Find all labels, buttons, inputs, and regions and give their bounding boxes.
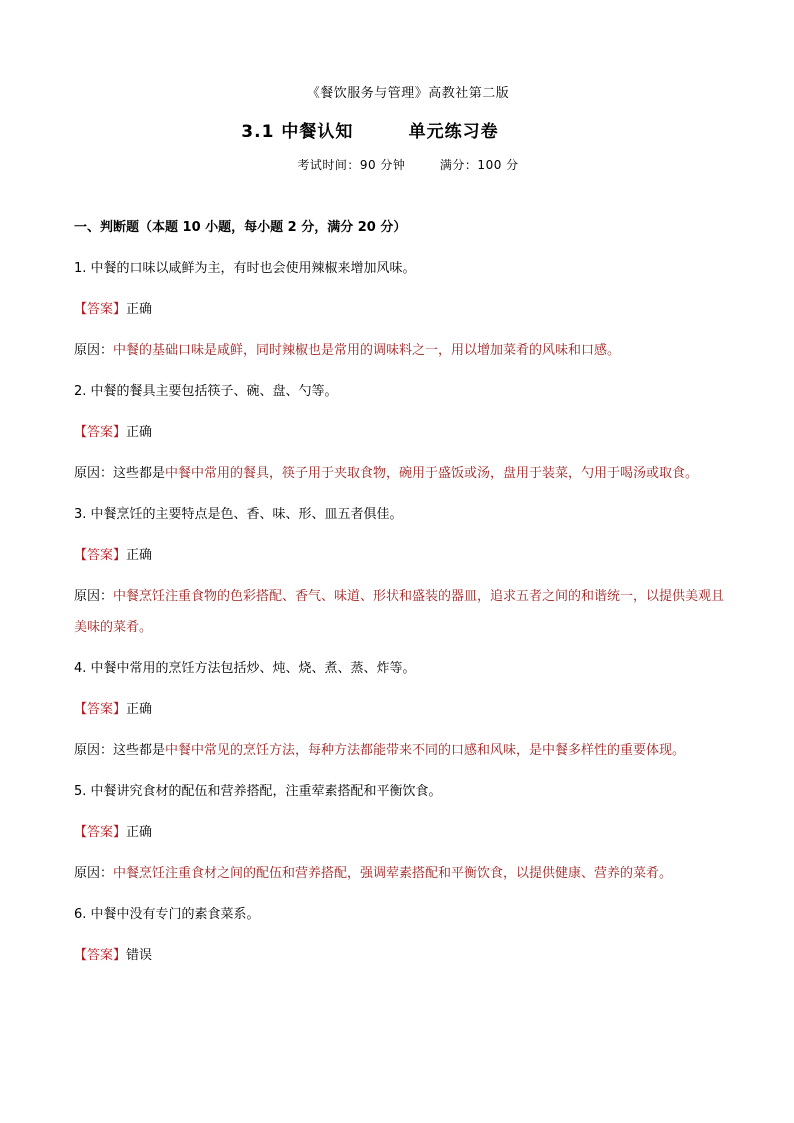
answer-label: 【答案】 xyxy=(74,548,127,563)
question-3-reason xyxy=(74,581,726,643)
section-heading: 一、判断题（本题 10 小题，每小题 2 分，满分 20 分） xyxy=(74,220,407,235)
answer-value: 正确 xyxy=(126,425,153,440)
question-2-text: 2. 中餐的餐具主要包括筷子、碗、盘、勺等。 xyxy=(74,384,338,399)
answer-value: 错误 xyxy=(126,948,153,963)
question-1-answer xyxy=(74,294,726,325)
question-2-answer xyxy=(74,417,726,448)
question-3-answer xyxy=(74,540,726,571)
question-4-answer xyxy=(74,694,726,725)
answer-value: 正确 xyxy=(126,548,153,563)
reason-label: 原因： xyxy=(74,866,114,881)
answer-label: 【答案】 xyxy=(74,302,127,317)
reason-text-lead: 这些都是 xyxy=(113,466,166,481)
answer-label: 【答案】 xyxy=(74,948,127,963)
book-title: 《餐饮服务与管理》高教社第二版 xyxy=(306,86,510,101)
reason-text: 中餐中常用的餐具，筷子用于夹取食物，碗用于盛饭或汤，盘用于装菜，勺用于喝汤或取食。 xyxy=(165,466,699,481)
question-1-reason xyxy=(74,335,726,366)
question-5-text: 5. 中餐讲究食材的配伍和营养搭配，注重荤素搭配和平衡饮食。 xyxy=(74,784,442,799)
answer-label: 【答案】 xyxy=(74,825,127,840)
question-1-text: 1. 中餐的口味以咸鲜为主，有时也会使用辣椒来增加风味。 xyxy=(74,261,416,276)
question-section xyxy=(74,212,726,981)
reason-text: 中餐烹饪注重食物的色彩搭配、香气、味道、形状和盛装的器皿，追求五者之间的和谐统一，以提供美观且美味的菜肴。 xyxy=(74,589,725,635)
reason-label: 原因： xyxy=(74,466,114,481)
question-5-answer xyxy=(74,817,726,848)
reason-label: 原因： xyxy=(74,589,114,604)
question-5-reason xyxy=(74,858,726,889)
reason-text: 中餐烹饪注重食材之间的配伍和营养搭配，强调荤素搭配和平衡饮食，以提供健康、营养的菜肴。 xyxy=(113,866,673,881)
reason-text: 中餐中常见的烹饪方法，每种方法都能带来不同的口感和风味，是中餐多样性的重要体现。 xyxy=(165,743,686,758)
answer-value: 正确 xyxy=(126,825,153,840)
question-6-answer xyxy=(74,940,726,971)
question-6-text: 6. 中餐中没有专门的素食菜系。 xyxy=(74,907,260,922)
reason-label: 原因： xyxy=(74,343,114,358)
reason-label: 原因： xyxy=(74,743,114,758)
question-2-reason xyxy=(74,458,726,489)
answer-label: 【答案】 xyxy=(74,425,127,440)
unit-title: 3.1 中餐认知 单元练习卷 xyxy=(241,122,499,142)
answer-value: 正确 xyxy=(126,702,153,717)
reason-text-lead: 这些都是 xyxy=(113,743,166,758)
answer-value: 正确 xyxy=(126,302,153,317)
answer-label: 【答案】 xyxy=(74,702,127,717)
question-4-reason xyxy=(74,735,726,766)
question-3-text: 3. 中餐烹饪的主要特点是色、香、味、形、皿五者俱佳。 xyxy=(74,507,403,522)
reason-text: 中餐的基础口味是咸鲜，同时辣椒也是常用的调味料之一，用以增加菜肴的风味和口感。 xyxy=(113,343,621,358)
exam-meta: 考试时间：90 分钟 满分：100 分 xyxy=(297,158,519,172)
question-4-text: 4. 中餐中常用的烹饪方法包括炒、炖、烧、煮、蒸、炸等。 xyxy=(74,661,416,676)
